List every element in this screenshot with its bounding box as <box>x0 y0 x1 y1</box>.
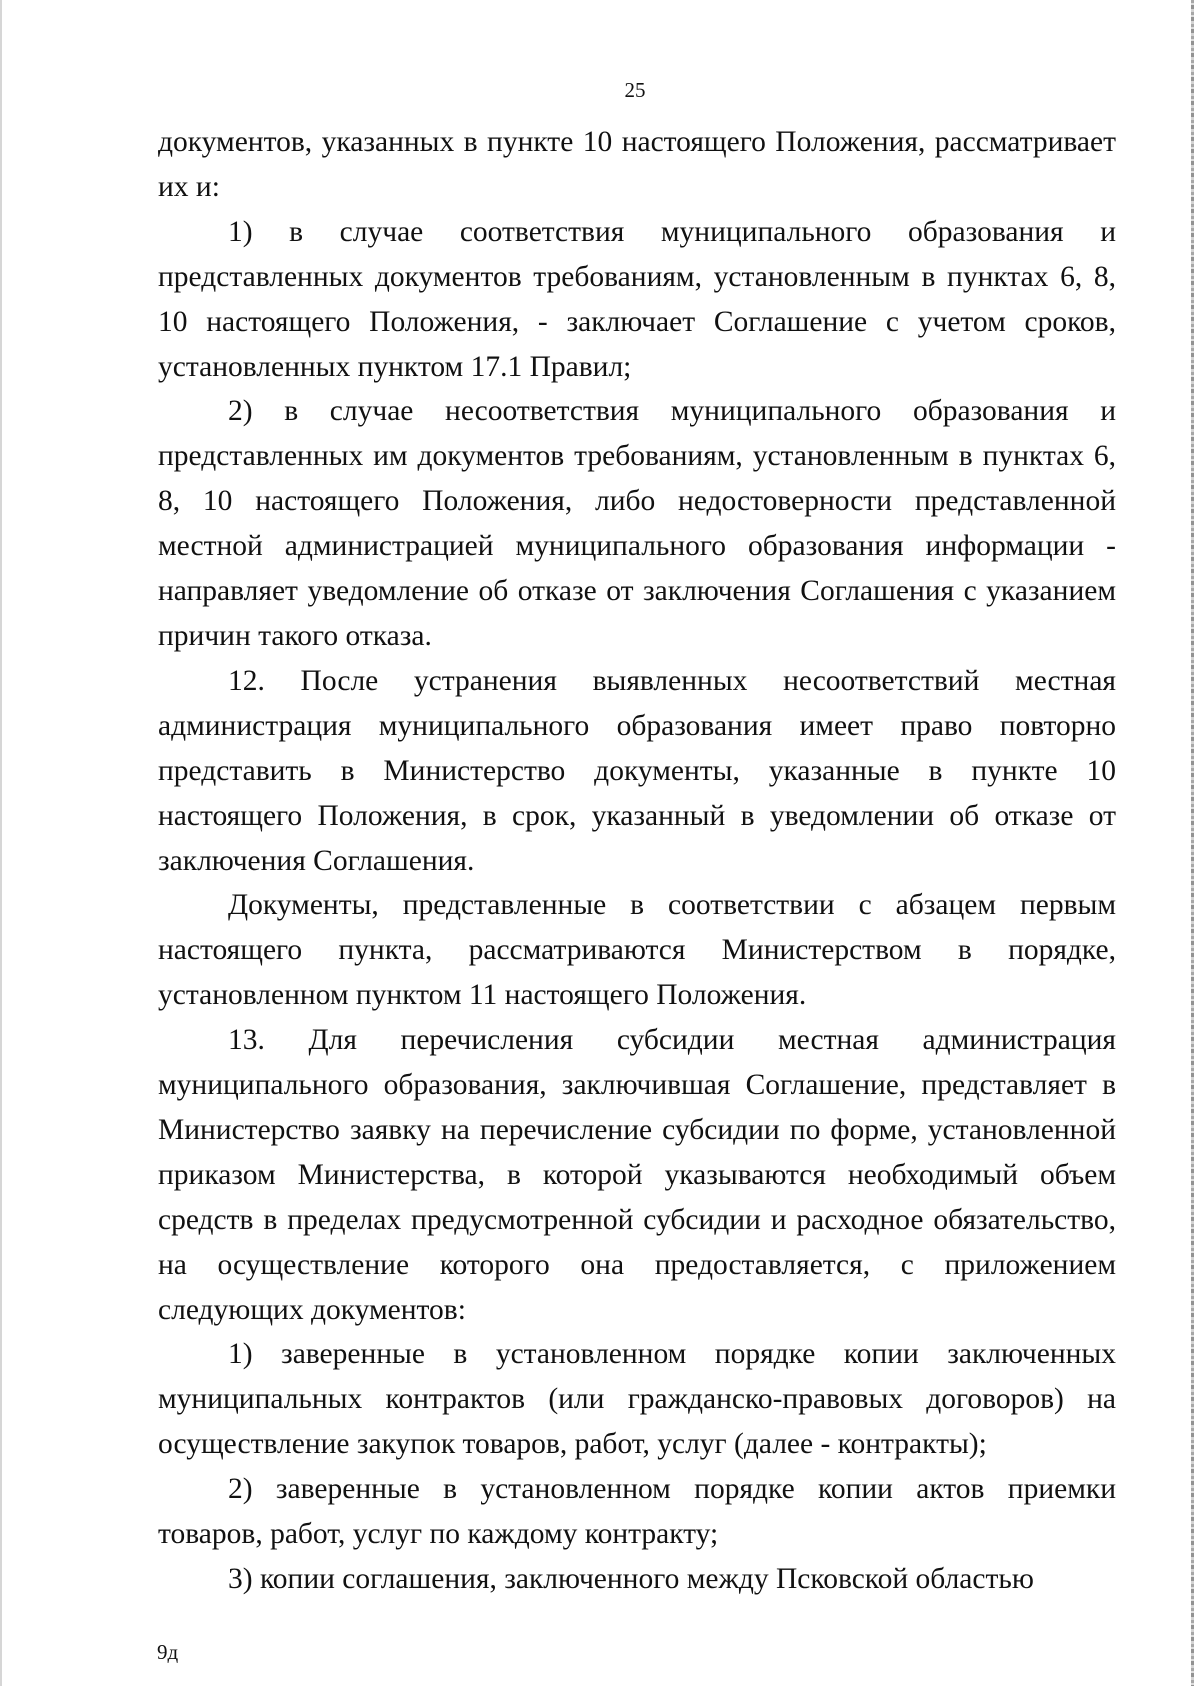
paragraph-item-1: 1) в случае соответствия муниципального образования и представленных документов требованиям, установленным в пунктах 6, 8, 10 настоящего Положения, - заключает Соглашение с учетом сроков, установленных пунктом 17.1 Правил; <box>158 215 1116 383</box>
footer-code: 9д <box>157 1640 179 1664</box>
scan-right-edge <box>1191 0 1194 1686</box>
paragraph-list-item-2: 2) заверенные в установленном порядке копии актов приемки товаров, работ, услуг по каждому контракту; <box>158 1473 1116 1551</box>
paragraph-list-item-3: 3) копии соглашения, заключенного между Псковской областью <box>228 1563 1034 1595</box>
paragraph-clause-12-second: Документы, представленные в соответствии с абзацем первым настоящего пункта, рассматриваются Министерством в порядке, установленном пунктом 11 настоящего Положения. <box>158 889 1116 1012</box>
document-body <box>158 120 1116 1602</box>
paragraph-item-2: 2) в случае несоответствия муниципального образования и представленных им документов требованиям, установленным в пунктах 6, 8, 10 настоящего Положения, либо недостоверности представленной местной администрацией муниципального образования информации - направляет уведомление об отказе от заключения Соглашения с указанием причин такого отказа. <box>158 395 1116 652</box>
paragraph-list-item-1: 1) заверенные в установленном порядке копии заключенных муниципальных контрактов (или гражданско-правовых договоров) на осуществление закупок товаров, работ, услуг (далее - контракты); <box>158 1338 1116 1461</box>
paragraph-clause-12: 12. После устранения выявленных несоответствий местная администрация муниципального образования имеет право повторно представить в Министерство документы, указанные в пункте 10 настоящего Положения, в срок, указанный в уведомлении об отказе от заключения Соглашения. <box>158 664 1116 877</box>
page-number: 25 <box>624 78 646 102</box>
scan-left-edge <box>0 0 2 1686</box>
paragraph-continuation: документов, указанных в пункте 10 настоящего Положения, рассматривает их и: <box>158 126 1116 203</box>
paragraph-clause-13: 13. Для перечисления субсидии местная администрация муниципального образования, заключившая Соглашение, представляет в Министерство заявку на перечисление субсидии по форме, установленной приказом Министерства, в которой указываются необходимый объем средств в пределах предусмотренной субсидии и расходное обязательство, на осуществление которого она предоставляется, с приложением следующих документов: <box>158 1024 1116 1326</box>
